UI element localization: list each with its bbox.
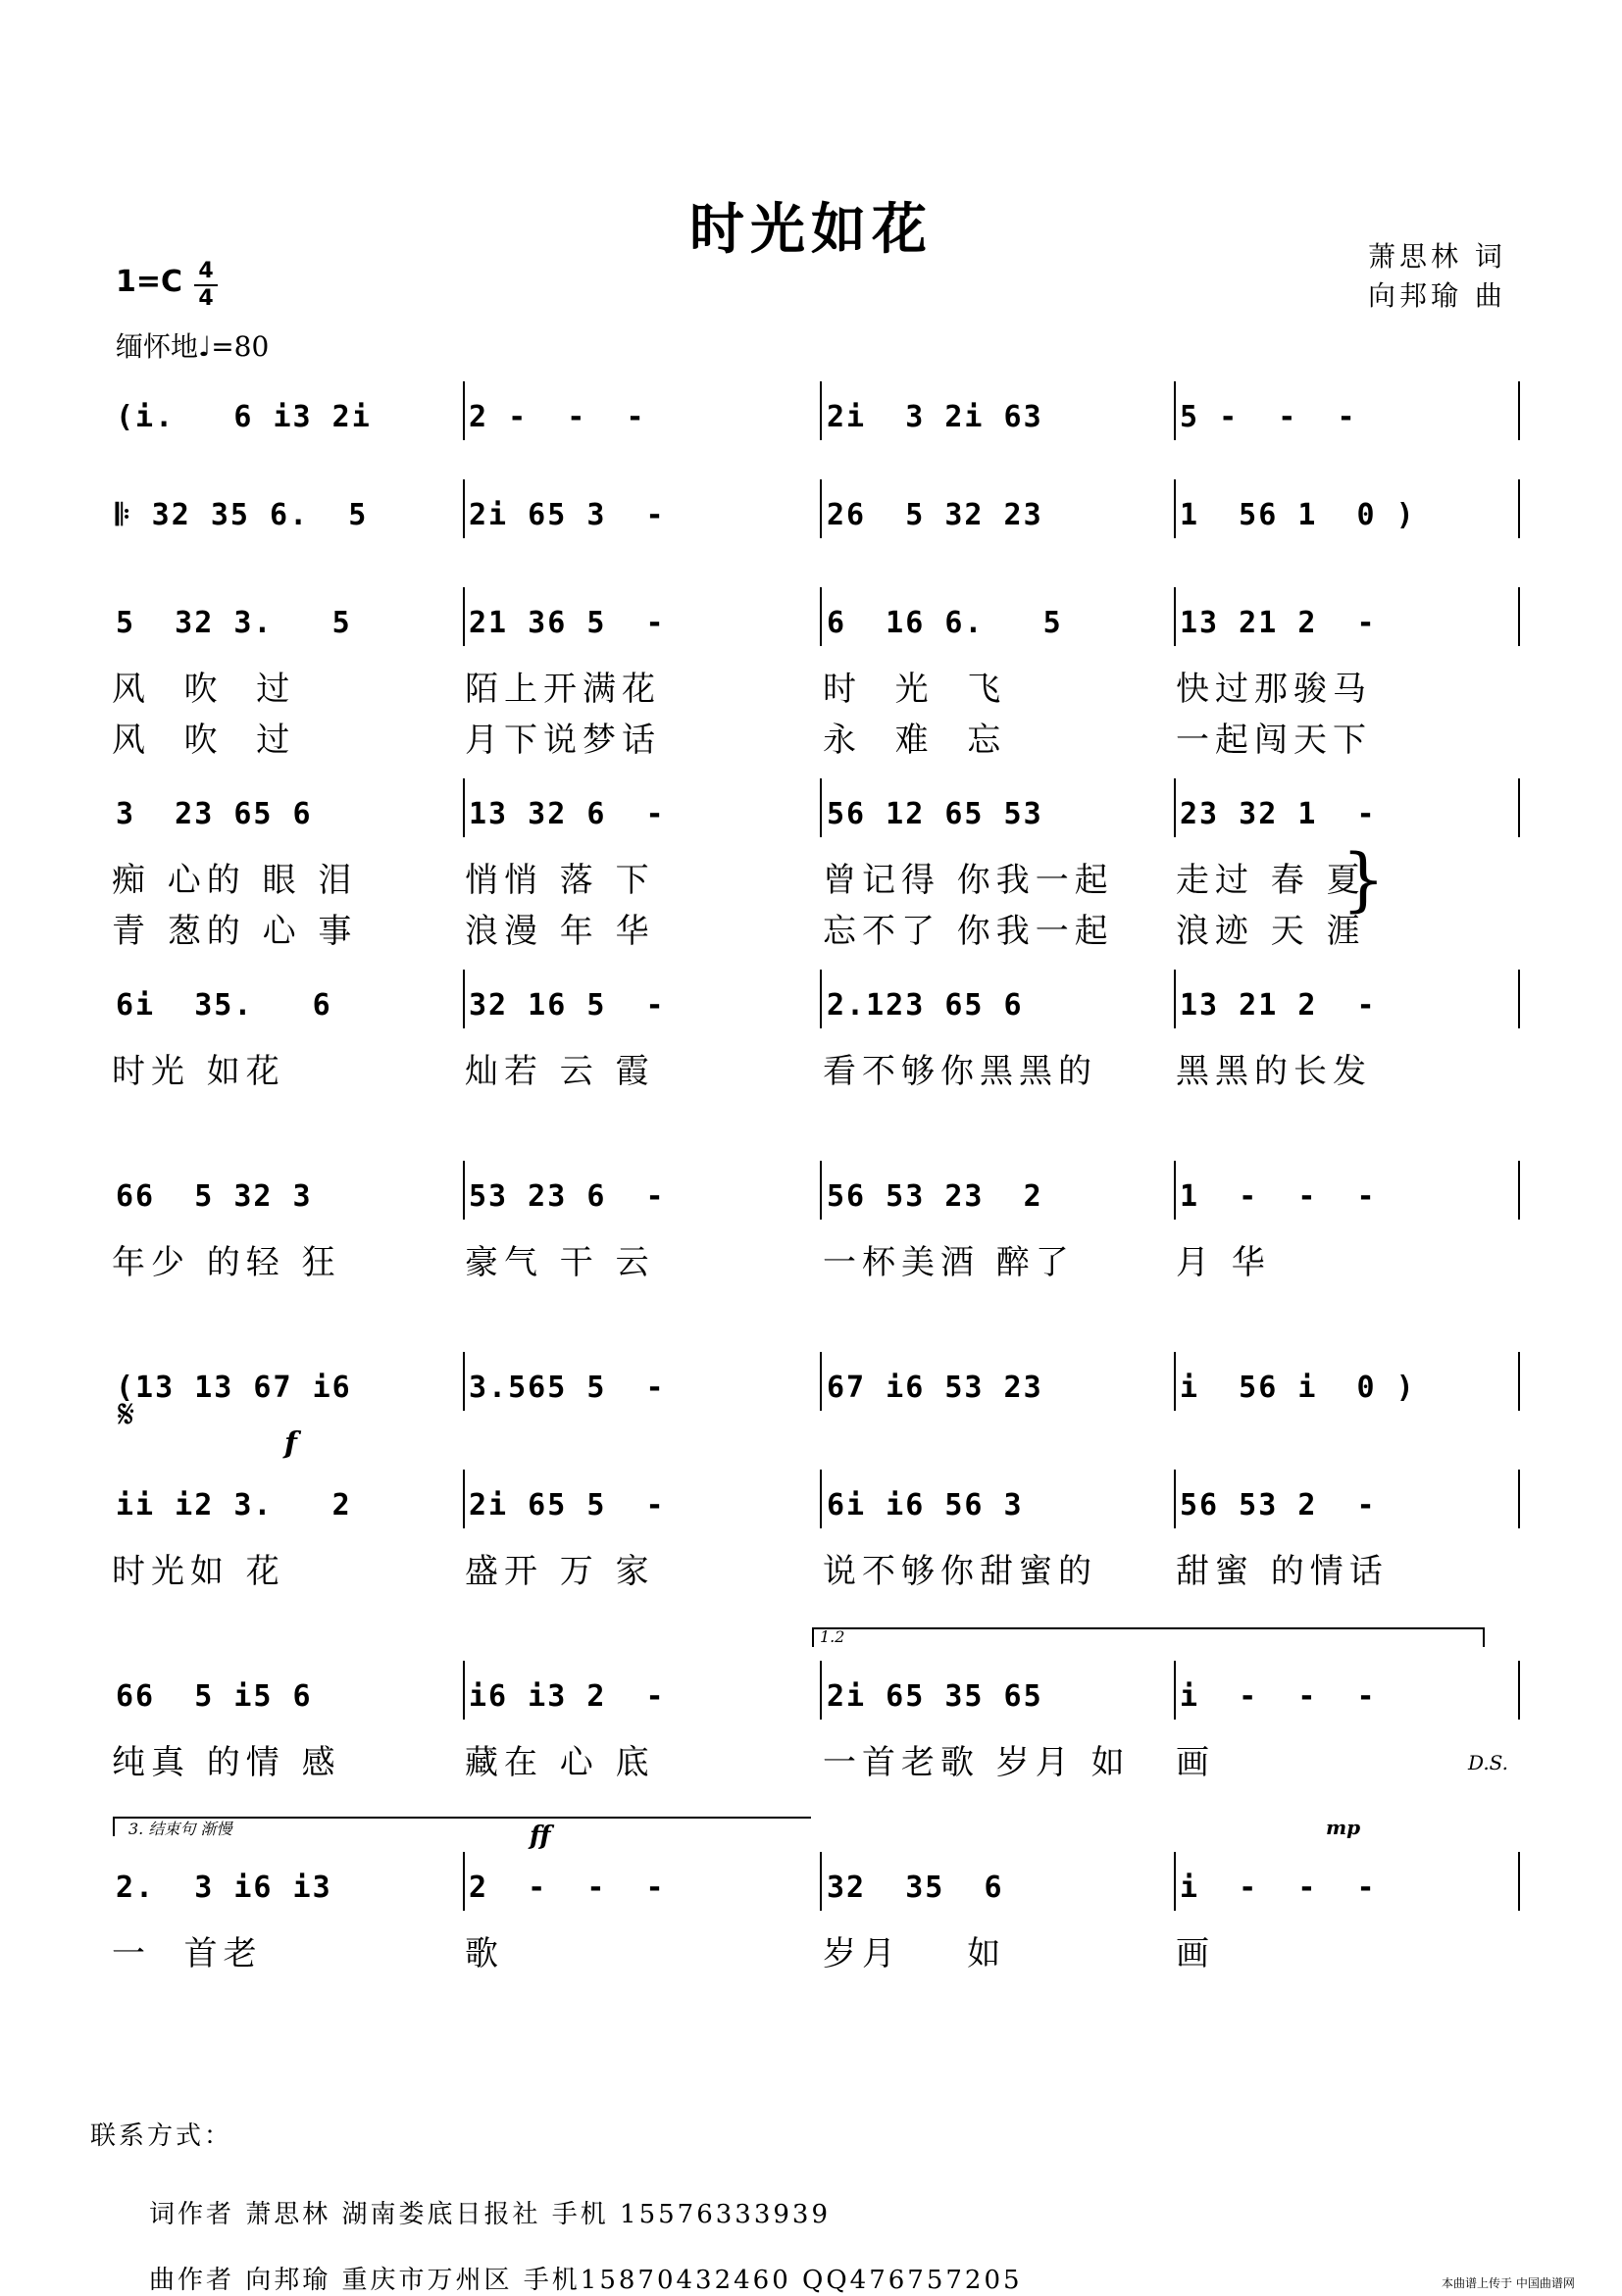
- notes-row: [108, 1358, 1520, 1417]
- mezzo-piano-mark: mp: [1326, 1816, 1361, 1839]
- barline: [463, 1661, 465, 1720]
- lyric-segment: 忘不了 你我一起: [823, 912, 1114, 951]
- barline: [463, 587, 465, 646]
- notes-row: [108, 593, 1520, 652]
- barline: [1518, 1161, 1520, 1220]
- fortissimo-mark: ff: [530, 1822, 551, 1851]
- lyric-segment: 画: [1176, 1934, 1215, 1973]
- barline: [463, 479, 465, 538]
- notes-row: [108, 1858, 1520, 1917]
- measure-notes: 2 - - -: [469, 1870, 666, 1905]
- measure-notes: 26 5 32 23: [827, 497, 1043, 532]
- barline: [463, 1470, 465, 1528]
- tempo-marking: 缅怀地♩=80: [116, 330, 270, 363]
- barline: [463, 1352, 465, 1411]
- barline: [1518, 778, 1520, 837]
- time-signature-bottom: 4: [198, 286, 214, 311]
- barline: [1518, 587, 1520, 646]
- measure-notes: 67 i6 53 23: [827, 1370, 1043, 1405]
- measure-notes: 3 23 65 6: [116, 796, 313, 831]
- measure-notes: 2i 65 35 65: [827, 1678, 1043, 1714]
- lyric-segment: 一 首老: [112, 1934, 263, 1973]
- lyric-segment: 时光如 花: [112, 1552, 285, 1591]
- lyric-segment: 藏在 心 底: [465, 1743, 655, 1782]
- lyric-segment: 岁月 如: [823, 1934, 1007, 1973]
- watermark: 本曲谱上传于 中国曲谱网: [1442, 2276, 1575, 2290]
- lyric-segment: 一首老歌 岁月 如: [823, 1743, 1131, 1782]
- lyric-segment: 浪迹 天 涯: [1176, 912, 1366, 951]
- lyric-segment: 时 光 飞: [823, 670, 1007, 709]
- lyric-segment: 痴 心的 眼 泪: [112, 861, 358, 900]
- measure-notes: 5 32 3. 5: [116, 605, 352, 640]
- notes-row: [108, 975, 1520, 1034]
- lyric-segment: 歌: [465, 1934, 504, 1973]
- barline: [1174, 381, 1176, 440]
- measure-notes: 2i 65 3 -: [469, 497, 666, 532]
- volta-3-label: 3. 结束句 渐慢: [128, 1820, 232, 1838]
- lyric-segment: 黑黑的长发: [1176, 1052, 1372, 1091]
- lyric-segment: 陌上开满花: [465, 670, 661, 709]
- measure-notes: ii i2 3. 2: [116, 1487, 352, 1522]
- lyric-segment: 曾记得 你我一起: [823, 861, 1114, 900]
- measure-notes: 1 - - -: [1180, 1178, 1377, 1214]
- measure-notes: 2i 3 2i 63: [827, 399, 1043, 434]
- barline: [463, 778, 465, 837]
- volta-bracket-1-2: [812, 1627, 1485, 1647]
- notes-row: [108, 485, 1520, 544]
- barline: [1174, 778, 1176, 837]
- measure-notes: 66 5 32 3: [116, 1178, 313, 1214]
- measure-notes: (i. 6 i3 2i: [116, 399, 372, 434]
- barline: [820, 1470, 822, 1528]
- barline: [1518, 1352, 1520, 1411]
- measure-notes: i - - -: [1180, 1678, 1377, 1714]
- barline: [1174, 1161, 1176, 1220]
- lyric-segment: 永 难 忘: [823, 721, 1007, 760]
- measure-notes: 𝄆 32 35 6. 5: [116, 497, 369, 532]
- measure-notes: 66 5 i5 6: [116, 1678, 313, 1714]
- measure-notes: 2.123 65 6: [827, 987, 1024, 1023]
- lyrics-brace: }: [1342, 839, 1386, 920]
- lyric-segment: 风 吹 过: [112, 670, 296, 709]
- barline: [1174, 1661, 1176, 1720]
- measure-notes: 13 21 2 -: [1180, 605, 1377, 640]
- lyric-segment: 时光 如花: [112, 1052, 285, 1091]
- measure-notes: 3.565 5 -: [469, 1370, 666, 1405]
- barline: [820, 1661, 822, 1720]
- lyric-segment: 悄悄 落 下: [465, 861, 655, 900]
- lyricist-contact: 词作者 萧思林 湖南娄底日报社 手机 15576333939: [149, 2200, 832, 2229]
- key-signature: 1=C: [116, 265, 183, 299]
- lyric-segment: 快过那骏马: [1176, 670, 1372, 709]
- measure-notes: 56 12 65 53: [827, 796, 1043, 831]
- forte-mark: f: [284, 1426, 297, 1461]
- lyric-segment: 浪漫 年 华: [465, 912, 655, 951]
- barline: [463, 1852, 465, 1911]
- measure-notes: 32 16 5 -: [469, 987, 666, 1023]
- lyric-segment: 风 吹 过: [112, 721, 296, 760]
- lyric-segment: 画: [1176, 1743, 1215, 1782]
- measure-notes: 13 32 6 -: [469, 796, 666, 831]
- lyric-segment: 一起闯天下: [1176, 721, 1372, 760]
- measure-notes: i6 i3 2 -: [469, 1678, 666, 1714]
- measure-notes: (13 13 67 i6: [116, 1370, 352, 1405]
- measure-notes: i - - -: [1180, 1870, 1377, 1905]
- lyricist-credit: 萧思林 词: [1368, 240, 1506, 273]
- song-title: 时光如花: [689, 197, 933, 262]
- lyric-segment: 年少 的轻 狂: [112, 1243, 341, 1282]
- lyric-segment: 看不够你黑黑的: [823, 1052, 1097, 1091]
- barline: [820, 381, 822, 440]
- lyric-segment: 说不够你甜蜜的: [823, 1552, 1097, 1591]
- barline: [820, 1352, 822, 1411]
- lyric-segment: 盛开 万 家: [465, 1552, 655, 1591]
- measure-notes: 6i i6 56 3: [827, 1487, 1024, 1522]
- lyric-segment: 月 华: [1176, 1243, 1271, 1282]
- barline: [463, 381, 465, 440]
- dal-segno-mark: D.S.: [1468, 1751, 1509, 1774]
- barline: [1518, 1470, 1520, 1528]
- barline: [820, 778, 822, 837]
- segno-mark: 𝄋: [118, 1392, 135, 1437]
- barline: [1174, 479, 1176, 538]
- measure-notes: 6 16 6. 5: [827, 605, 1063, 640]
- barline: [463, 970, 465, 1028]
- barline: [820, 587, 822, 646]
- measure-notes: 2i 65 5 -: [469, 1487, 666, 1522]
- barline: [1174, 1470, 1176, 1528]
- measure-notes: i 56 i 0 ): [1180, 1370, 1416, 1405]
- barline: [820, 1852, 822, 1911]
- measure-notes: 1 56 1 0 ): [1180, 497, 1416, 532]
- volta-1-2-label: 1.2: [820, 1627, 845, 1646]
- barline: [820, 479, 822, 538]
- barline: [1174, 970, 1176, 1028]
- barline: [1174, 587, 1176, 646]
- lyric-segment: 月下说梦话: [465, 721, 661, 760]
- composer-contact: 曲作者 向邦瑜 重庆市万州区 手机15870432460 QQ476757205: [149, 2266, 1023, 2295]
- barline: [463, 1161, 465, 1220]
- measure-notes: 56 53 2 -: [1180, 1487, 1377, 1522]
- measure-notes: 21 36 5 -: [469, 605, 666, 640]
- time-signature: [194, 261, 218, 310]
- measure-notes: 56 53 23 2: [827, 1178, 1043, 1214]
- composer-credit: 向邦瑜 曲: [1368, 279, 1506, 312]
- lyric-segment: 一杯美酒 醉了: [823, 1243, 1075, 1282]
- barline: [1518, 479, 1520, 538]
- barline: [820, 1161, 822, 1220]
- barline: [1518, 1661, 1520, 1720]
- barline: [1518, 381, 1520, 440]
- lyric-segment: 灿若 云 霞: [465, 1052, 655, 1091]
- measure-notes: 23 32 1 -: [1180, 796, 1377, 831]
- lyric-segment: 甜蜜 的情话: [1176, 1552, 1389, 1591]
- barline: [1518, 970, 1520, 1028]
- measure-notes: 2 - - -: [469, 399, 646, 434]
- barline: [1174, 1852, 1176, 1911]
- notes-row: [108, 1475, 1520, 1534]
- notes-row: [108, 784, 1520, 843]
- time-signature-top: 4: [198, 259, 214, 283]
- measure-notes: 13 21 2 -: [1180, 987, 1377, 1023]
- lyric-segment: 走过 春 夏: [1176, 861, 1366, 900]
- measure-notes: 5 - - -: [1180, 399, 1357, 434]
- barline: [1174, 1352, 1176, 1411]
- measure-notes: 6i 35. 6: [116, 987, 332, 1023]
- lyric-segment: 豪气 干 云: [465, 1243, 655, 1282]
- barline: [820, 970, 822, 1028]
- measure-notes: 53 23 6 -: [469, 1178, 666, 1214]
- volta-bracket-3: [113, 1817, 811, 1836]
- measure-notes: 32 35 6: [827, 1870, 1004, 1905]
- lyric-segment: 纯真 的情 感: [112, 1743, 341, 1782]
- lyric-segment: 青 葱的 心 事: [112, 912, 358, 951]
- measure-notes: 2. 3 i6 i3: [116, 1870, 332, 1905]
- notes-row: [108, 1167, 1520, 1225]
- contact-heading: 联系方式：: [90, 2121, 233, 2151]
- notes-row: [108, 1667, 1520, 1725]
- notes-row: [108, 387, 1520, 446]
- barline: [1518, 1852, 1520, 1911]
